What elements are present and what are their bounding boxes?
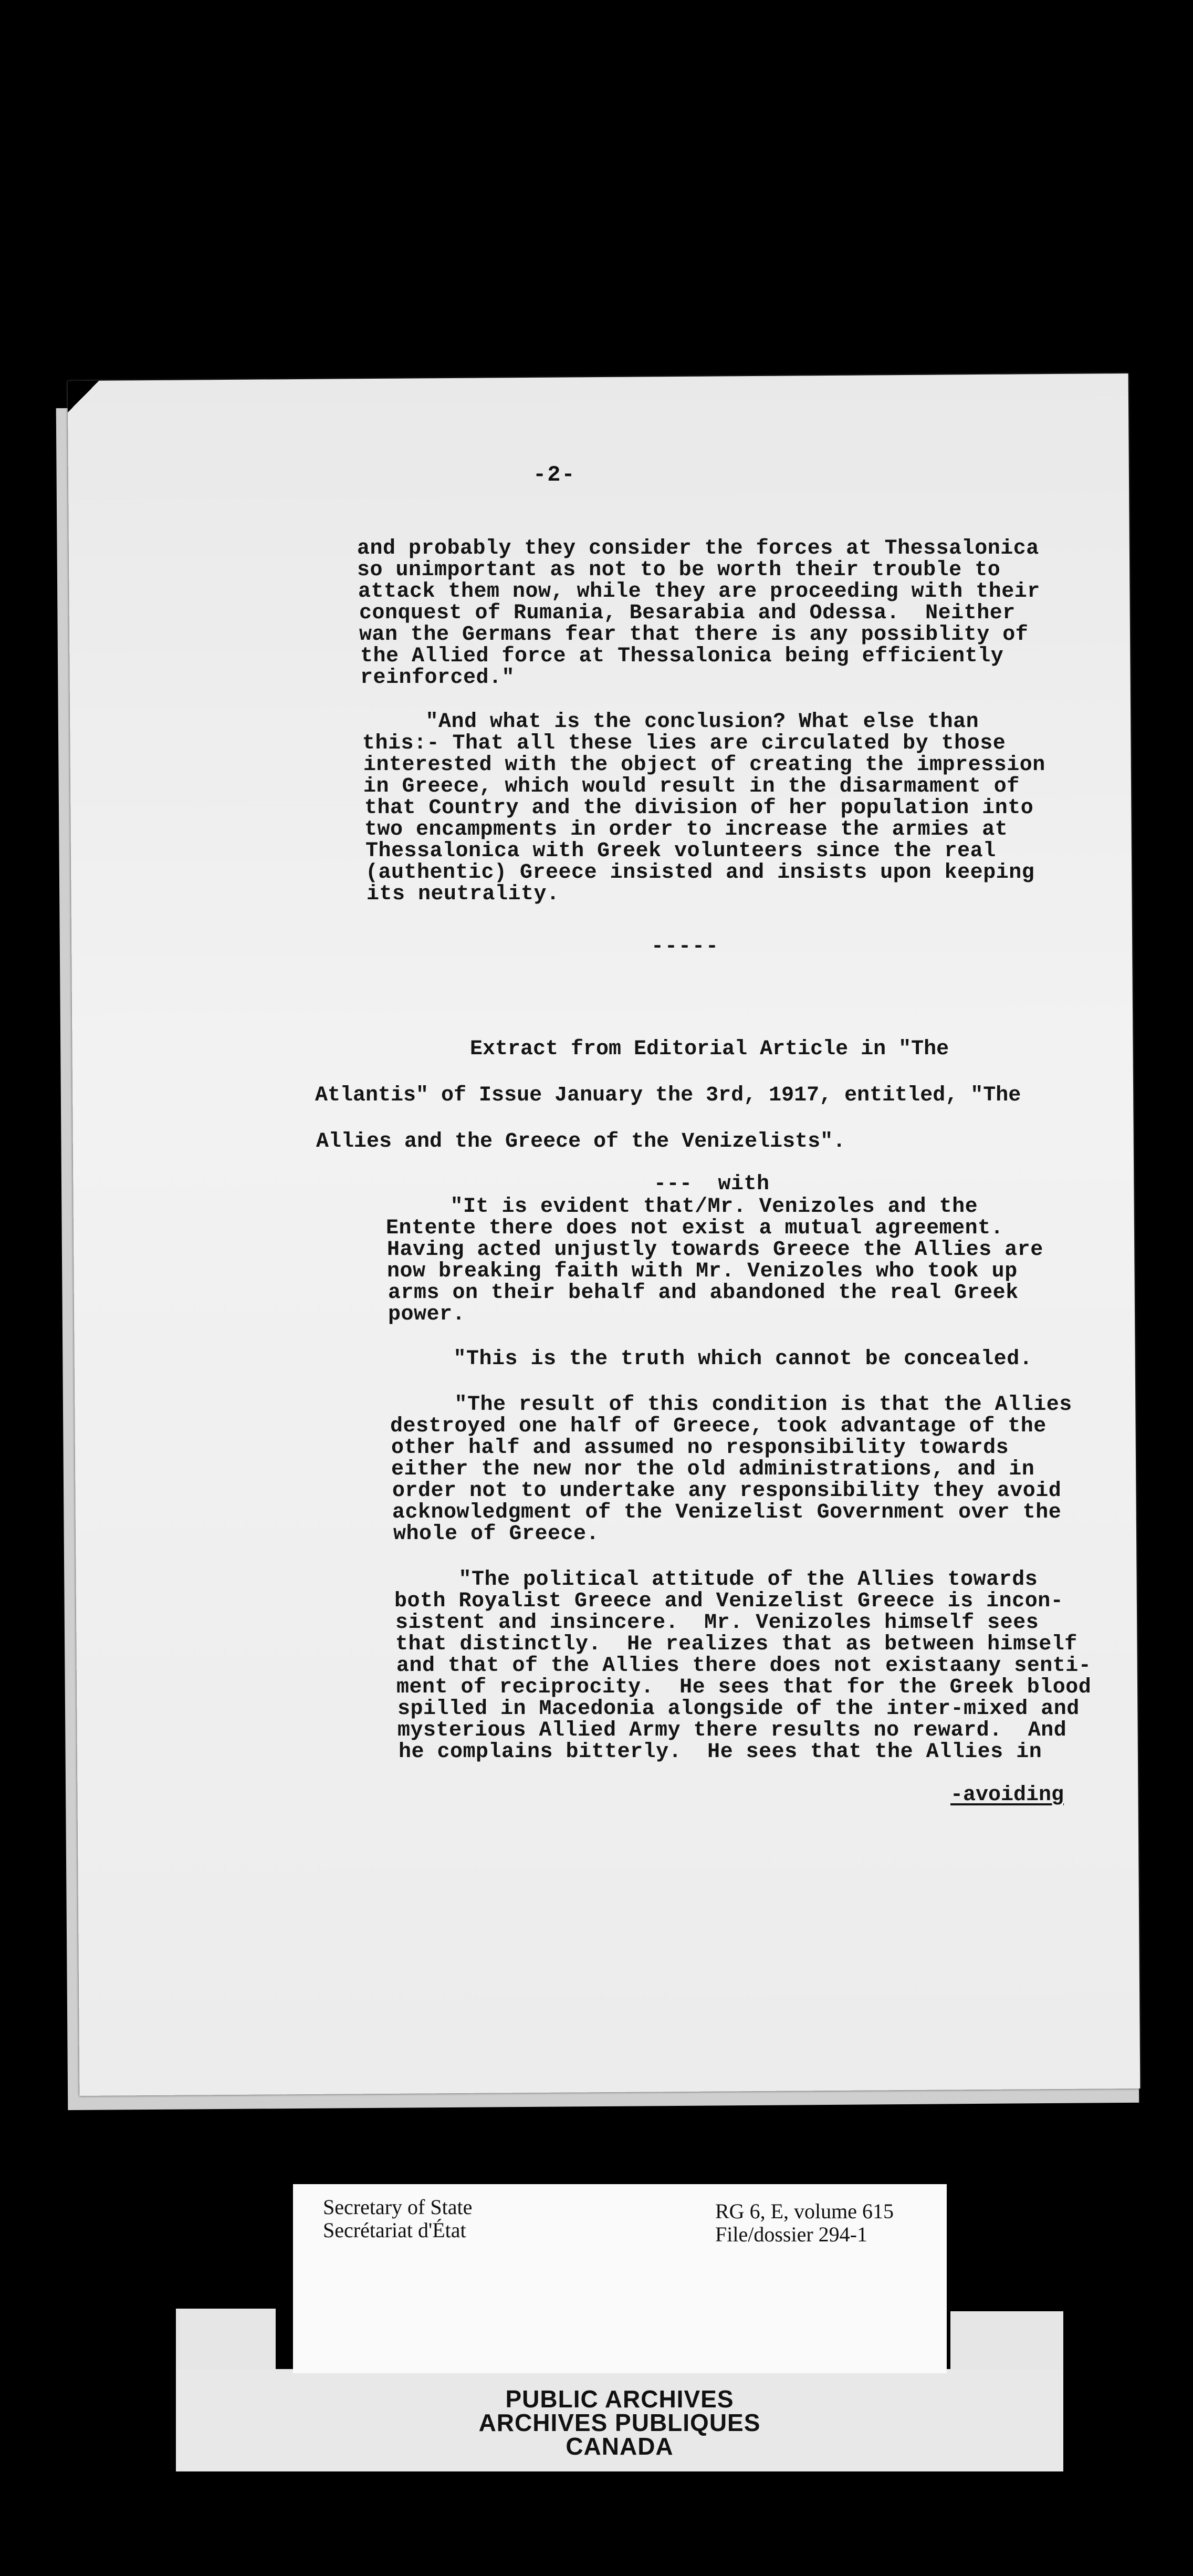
text-line: mysterious Allied Army there results no reward. And xyxy=(397,1719,1067,1742)
heading-line: Extract from Editorial Article in "The xyxy=(470,1037,949,1061)
text-line: two encampments in order to increase the armies at xyxy=(364,818,1008,842)
text-line: Thessalonica with Greek volunteers since the real xyxy=(365,839,996,863)
archive-file: File/dossier 294-1 xyxy=(715,2222,867,2246)
text-line: sistent and insincere. Mr. Venizoles himself sees xyxy=(395,1611,1039,1635)
insertion-mark: --- with xyxy=(654,1172,770,1196)
paragraph-4: "This is the truth which cannot be concealed. xyxy=(389,1347,1033,1371)
text-line: he complains bitterly. He sees that the Allies in xyxy=(399,1740,1042,1764)
text-line: now breaking faith with Mr. Venizoles who took up xyxy=(387,1260,1018,1283)
text-line: arms on their behalf and abandoned the real Greek xyxy=(388,1281,1019,1305)
text-line: ment of reciprocity. He sees that for the Greek blood xyxy=(396,1676,1092,1699)
text-line: that distinctly. He realizes that as between himself xyxy=(395,1633,1077,1656)
continuation-word: -avoiding xyxy=(950,1783,1064,1807)
text-line: "The result of this condition is that the Allies xyxy=(390,1393,1072,1417)
text-line: attack them now, while they are proceeding with their xyxy=(358,580,1040,604)
text-line: order not to undertake any responsibility they avoid xyxy=(392,1479,1062,1503)
text-line: in Greece, which would result in the disarmament of xyxy=(363,775,1020,798)
text-line: (authentic) Greece insisted and insists upon keeping xyxy=(365,861,1035,885)
text-line: wan the Germans fear that there is any possiblity of xyxy=(359,623,1029,647)
stamp-line-2: ARCHIVES PUBLIQUES xyxy=(478,2409,761,2436)
stamp-line-3: CANADA xyxy=(566,2433,674,2460)
text-line: "It is evident that/Mr. Venizoles and the xyxy=(386,1195,978,1219)
text-line: both Royalist Greece and Venizelist Greece is incon- xyxy=(394,1590,1064,1613)
text-line: other half and assumed no responsibility towards xyxy=(391,1436,1009,1460)
text-line: "The political attitude of the Allies towards xyxy=(394,1568,1038,1592)
text-line: reinforced." xyxy=(360,666,515,690)
text-line: acknowledgment of the Venizelist Government over the xyxy=(392,1501,1062,1524)
heading-line: Allies and the Greece of the Venizelists". xyxy=(316,1130,846,1154)
text-line: Entente there does not exist a mutual agreement. xyxy=(386,1217,1004,1240)
text-line: whole of Greece. xyxy=(393,1522,600,1546)
text-line: either the new nor the old administrations, and in xyxy=(391,1458,1035,1481)
text-line: power. xyxy=(388,1303,466,1326)
text-line: conquest of Rumania, Besarabia and Odessa. Neither xyxy=(359,601,1016,625)
text-line: its neutrality. xyxy=(367,882,560,906)
text-line: that Country and the division of her population into xyxy=(364,796,1034,820)
text-line: this:- That all these lies are circulated by those xyxy=(362,732,1006,755)
text-line: destroyed one half of Greece, took advantage of the xyxy=(390,1415,1047,1438)
text-line: interested with the object of creating the impression xyxy=(363,753,1045,777)
department-en: Secretary of State xyxy=(323,2195,473,2219)
stamp-line-1: PUBLIC ARCHIVES xyxy=(505,2385,734,2413)
text-line: the Allied force at Thessalonica being efficiently xyxy=(360,645,1004,668)
department-fr: Secrétariat d'État xyxy=(323,2218,466,2242)
text-line: Having acted unjustly towards Greece the Allies are xyxy=(387,1238,1043,1262)
text-line: and probably they consider the forces at Thessalonica xyxy=(357,537,1039,560)
text-line: spilled in Macedonia alongside of the inter-mixed and xyxy=(397,1697,1080,1721)
section-separator: ----- xyxy=(651,935,720,959)
page-number: -2- xyxy=(533,462,576,487)
text-line: "And what is the conclusion? What else than xyxy=(361,710,979,734)
text-line: and that of the Allies there does not existaany senti- xyxy=(396,1654,1092,1678)
heading-line: Atlantis" of Issue January the 3rd, 1917, entitled, "The xyxy=(315,1084,1021,1107)
text-line: so unimportant as not to be worth their trouble to xyxy=(357,558,1001,582)
archive-reference: RG 6, E, volume 615 xyxy=(715,2199,894,2223)
